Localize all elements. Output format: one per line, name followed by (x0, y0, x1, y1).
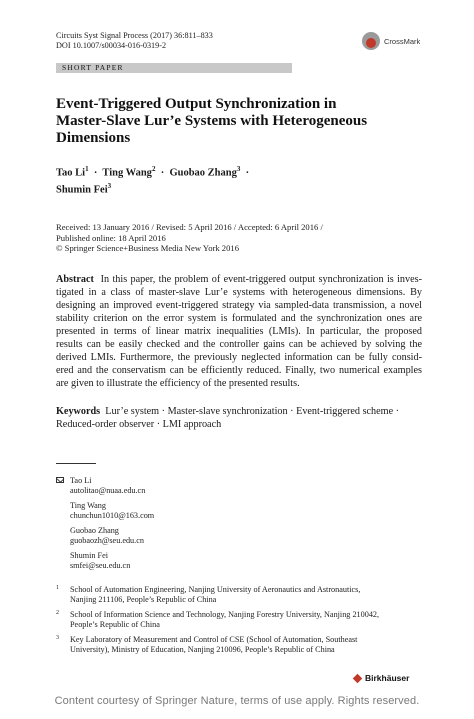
affiliation-number: 2 (56, 610, 59, 616)
abstract-line: ered and the conservatism can be efficiently reduced. Finally, two numerical examples (56, 365, 422, 376)
courtesy-footer: Content courtesy of Springer Nature, terms of use apply. Rights reserved. (54, 695, 420, 707)
author-affiliation-ref: 3 (107, 181, 112, 190)
crossmark-label: CrossMark (384, 37, 421, 46)
contact-name: Guobao Zhang (70, 526, 119, 535)
copyright-line: © Springer Science+Business Media New York 2016 (56, 243, 239, 253)
abstract-line: results can be easily checked and the controller gains can be achieved by solving the (56, 339, 422, 350)
abstract-line: stability criterion on the error system is formulated and the synchronization ones are (56, 313, 422, 324)
affiliation-list (56, 585, 422, 660)
author-name[interactable]: Ting Wang (102, 167, 152, 179)
keywords (56, 405, 422, 431)
keywords-line: Reduced-order observer · LMI approach (56, 419, 222, 430)
contact-email[interactable]: guobaozh@seu.edu.cn (70, 536, 144, 545)
publisher-logo (353, 673, 423, 685)
journal-header (56, 31, 213, 51)
author-affiliation-ref: 3 (236, 165, 241, 173)
author-affiliation-ref: 1 (85, 165, 89, 173)
affiliation-line: University), Ministry of Education, Nanjing 210096, People’s Republic of China (70, 645, 335, 654)
affiliation-line: Key Laboratory of Measurement and Control of CSE (School of Automation, Southeast (70, 635, 358, 644)
contact-name: Ting Wang (70, 501, 106, 510)
abstract-line (56, 273, 422, 286)
publisher-name: Birkhäuser (365, 673, 410, 683)
contact-entry (56, 551, 154, 571)
contact-email[interactable]: chunchun1010@163.com (70, 511, 155, 520)
title-line: Dimensions (56, 130, 131, 146)
crossmark-badge[interactable] (362, 30, 422, 52)
crossmark-icon (362, 32, 380, 50)
keywords-label: Keywords (56, 406, 101, 417)
contact-list (56, 476, 154, 576)
abstract-line: are given to illustrate the efficiency of the presented results. (56, 378, 300, 389)
contact-entry (56, 501, 154, 521)
footnote-divider (56, 463, 96, 464)
affiliation-entry (56, 635, 422, 655)
contact-name: Tao Li (70, 476, 92, 485)
affiliation-line: People’s Republic of China (70, 620, 160, 629)
affiliation-number: 1 (56, 585, 59, 591)
keywords-text: Lur’e system · Master-slave synchronization · Event-triggered scheme · (105, 406, 400, 417)
date-line: Published online: 18 April 2016 (56, 232, 166, 243)
abstract-line: designing an improved event-triggered strategy via sampled-data transmission, a novel (56, 300, 422, 311)
publication-dates (56, 222, 323, 254)
affiliation-entry (56, 610, 422, 630)
contact-name: Shumin Fei (70, 551, 108, 560)
abstract (56, 273, 422, 390)
article-title (56, 96, 386, 147)
birkhauser-mark-icon (353, 674, 363, 684)
affiliation-line: School of Information Science and Technology, Nanjing Forestry University, Nanjing 210042, (70, 610, 380, 619)
affiliation-entry (56, 585, 422, 605)
contact-entry (56, 476, 154, 496)
abstract-line: presented in terms of linear matrix inequalities (LMIs). In particular, the proposed (56, 326, 422, 337)
doi[interactable]: DOI 10.1007/s00034-016-0319-2 (56, 41, 167, 50)
author-name[interactable]: Shumin Fei (56, 184, 108, 195)
abstract-label: Abstract (56, 274, 94, 285)
affiliation-number: 3 (56, 635, 59, 641)
affiliation-line: Nanjing 211106, People’s Republic of China (70, 595, 217, 604)
affiliation-line: School of Automation Engineering, Nanjing University of Aeronautics and Astronautics, (70, 585, 361, 594)
title-line: Master-Slave Lur’e Systems with Heterogeneous (56, 113, 368, 129)
keywords-line (56, 405, 422, 418)
author-name[interactable]: Tao Li (56, 167, 86, 179)
title-line: Event-Triggered Output Synchronization in (56, 96, 337, 112)
author-affiliation-ref: 2 (151, 165, 156, 173)
author-list: Tao Li$^1$ · Ting Wang$^2$ · Guobao Zhang$^3$ · Shumin Fei$^3$ (56, 165, 250, 195)
contact-email[interactable]: smfei@seu.edu.cn (70, 561, 131, 570)
author-name[interactable]: Guobao Zhang (169, 167, 237, 179)
journal-citation: Circuits Syst Signal Process (2017) 36:811–833 (56, 31, 213, 40)
abstract-line: derived LMIs. Furthermore, the previously neglected information can be fully consid- (56, 352, 422, 363)
envelope-icon (56, 477, 64, 483)
section-label: SHORT PAPER (56, 63, 292, 73)
date-line: Received: 13 January 2016 / Revised: 5 April 2016 / Accepted: 6 April 2016 / (56, 222, 323, 232)
contact-email[interactable]: autolitao@nuaa.edu.cn (70, 486, 146, 495)
abstract-text: In this paper, the problem of event-triggered output synchronization is inves- (100, 274, 422, 285)
contact-entry (56, 526, 154, 546)
abstract-line: tigated in a class of master-slave Lur’e systems with heterogeneous dimensions. By (56, 287, 422, 298)
